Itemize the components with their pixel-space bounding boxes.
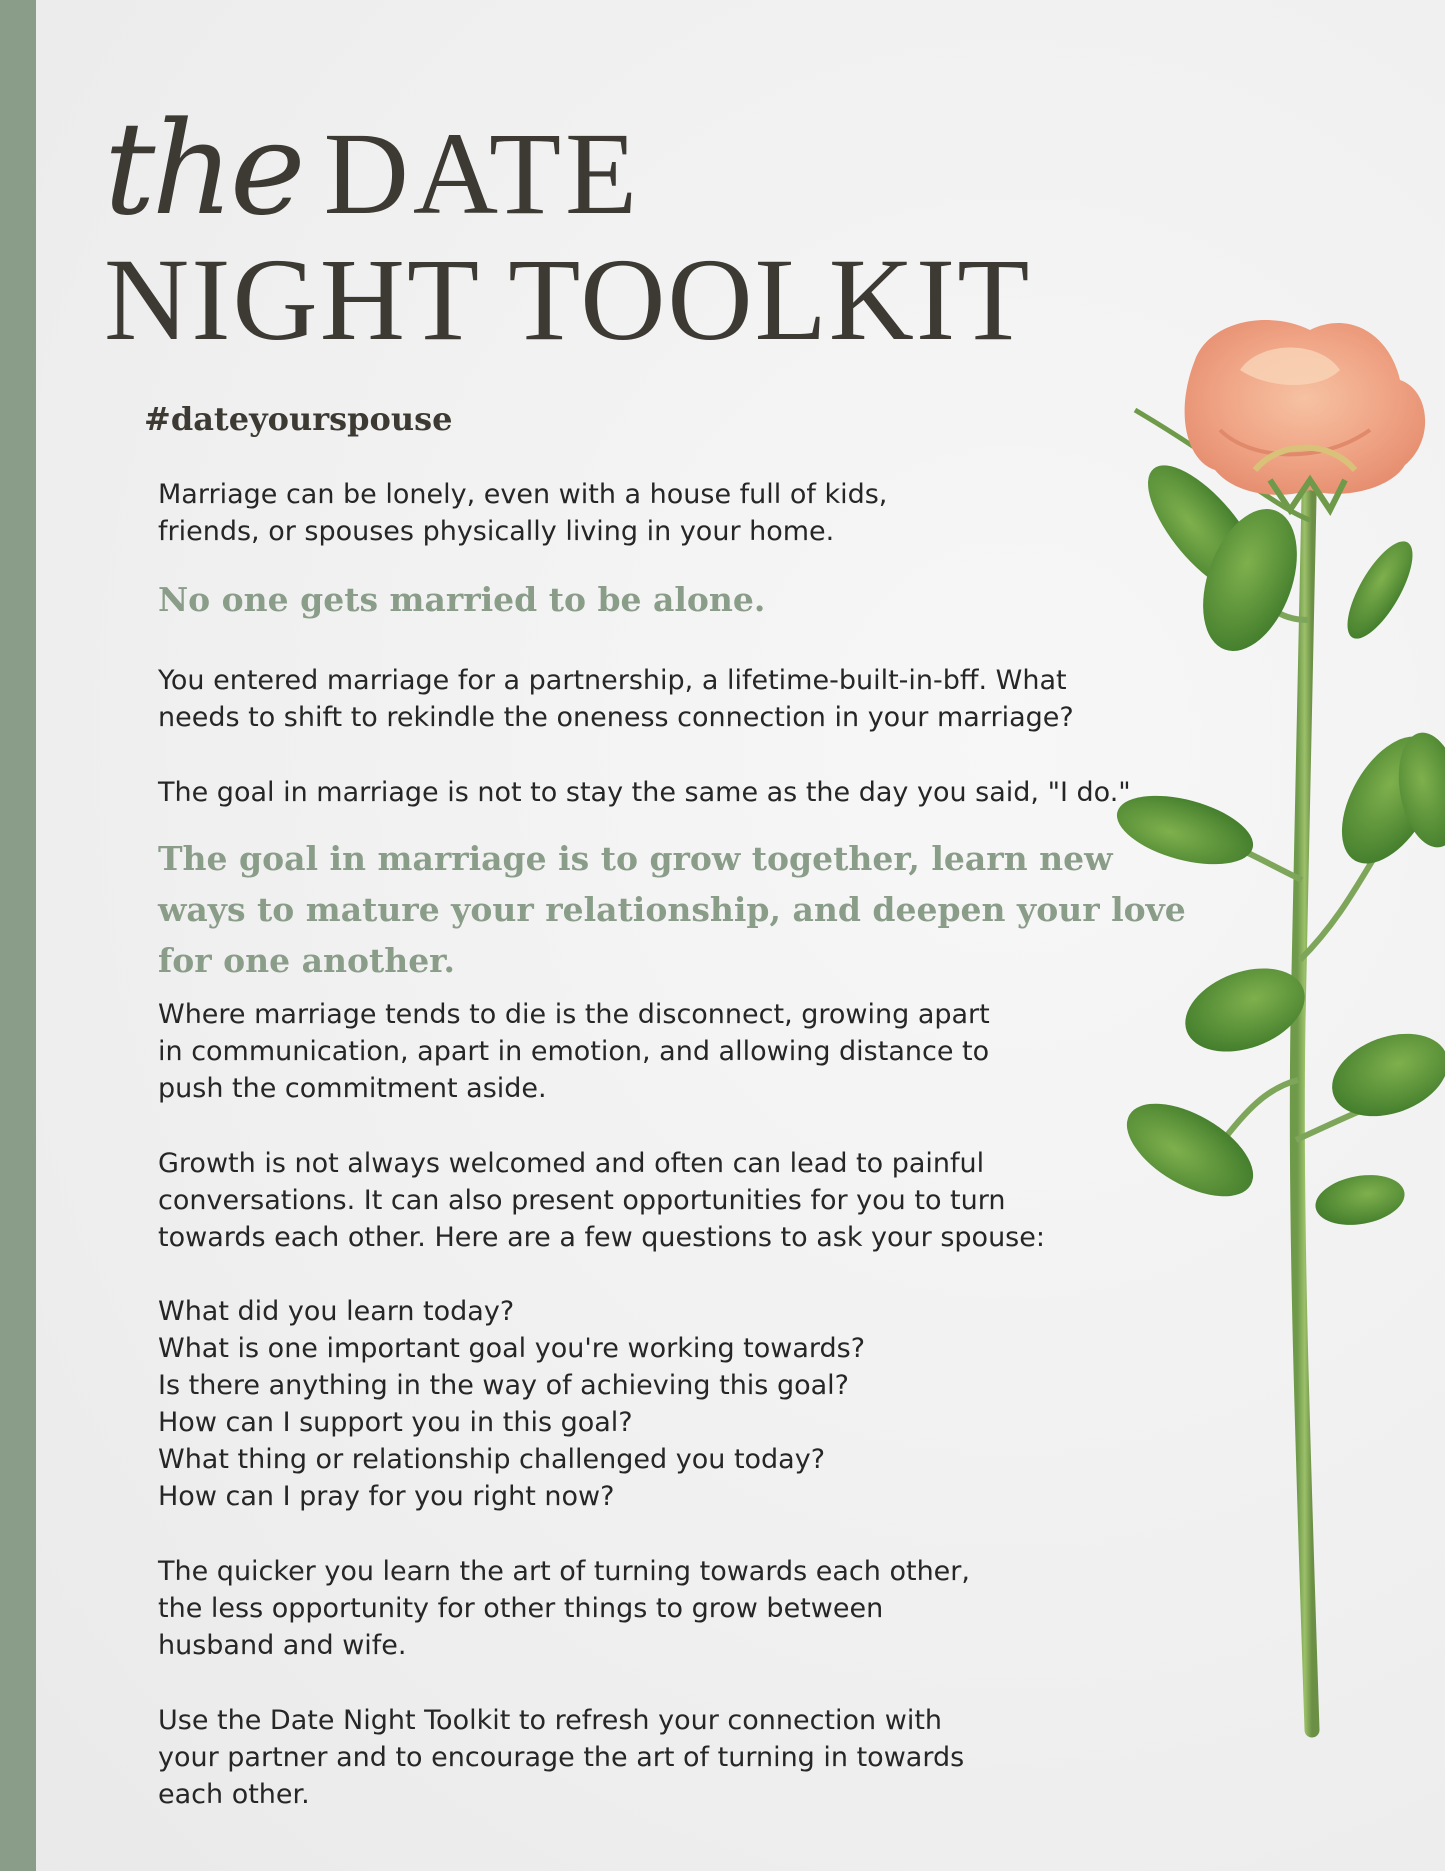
question-item: What did you learn today? (158, 1296, 515, 1327)
hashtag: #dateyourspouse (144, 400, 453, 438)
title-the: the (104, 95, 302, 244)
text-line: Use the Date Night Toolkit to refresh your connection with (158, 1705, 943, 1736)
text-line: needs to shift to rekindle the oneness connection in your marriage? (158, 702, 1074, 733)
accent-line: No one gets married to be alone. (158, 580, 766, 619)
text-line: your partner and to encourage the art of turning in towards (158, 1742, 965, 1773)
accent-line: for one another. (158, 941, 456, 980)
title-date: DATE (323, 108, 642, 239)
text-line: friends, or spouses physically living in your home. (158, 516, 835, 547)
text-line: Marriage can be lonely, even with a house full of kids, (158, 479, 888, 510)
page-title (104, 95, 1032, 365)
text-line: husband and wife. (158, 1630, 407, 1661)
rose-icon (990, 320, 1445, 1740)
title-line-2: NIGHT TOOLKIT (104, 234, 1032, 365)
question-item: What is one important goal you're working towards? (158, 1333, 866, 1364)
title-line-1 (104, 95, 1031, 244)
text-line: Where marriage tends to die is the disconnect, growing apart (158, 999, 990, 1030)
text-line: towards each other. Here are a few questions to ask your spouse: (158, 1222, 1045, 1253)
question-item: How can I support you in this goal? (158, 1407, 633, 1438)
text-line: the less opportunity for other things to grow between (158, 1593, 884, 1624)
text-line: The quicker you learn the art of turning towards each other, (158, 1556, 970, 1587)
text-line: You entered marriage for a partnership, a lifetime-built-in-bff. What (158, 665, 1067, 696)
text-line: each other. (158, 1779, 310, 1810)
question-item: How can I pray for you right now? (158, 1481, 615, 1512)
sidebar-accent-stripe (0, 0, 36, 1871)
accent-quote-alone (158, 578, 765, 622)
text-line: in communication, apart in emotion, and allowing distance to (158, 1036, 990, 1067)
text-line: push the commitment aside. (158, 1073, 547, 1104)
text-line: The goal in marriage is not to stay the same as the day you said, "I do." (158, 777, 1131, 808)
accent-line: The goal in marriage is to grow together, learn new (158, 839, 1113, 878)
text-line: conversations. It can also present opportunities for you to turn (158, 1185, 1006, 1216)
question-item: What thing or relationship challenged you today? (158, 1444, 826, 1475)
accent-line: ways to mature your relationship, and deepen your love (158, 890, 1186, 929)
question-item: Is there anything in the way of achieving this goal? (158, 1370, 849, 1401)
text-line: Growth is not always welcomed and often can lead to painful (158, 1148, 985, 1179)
